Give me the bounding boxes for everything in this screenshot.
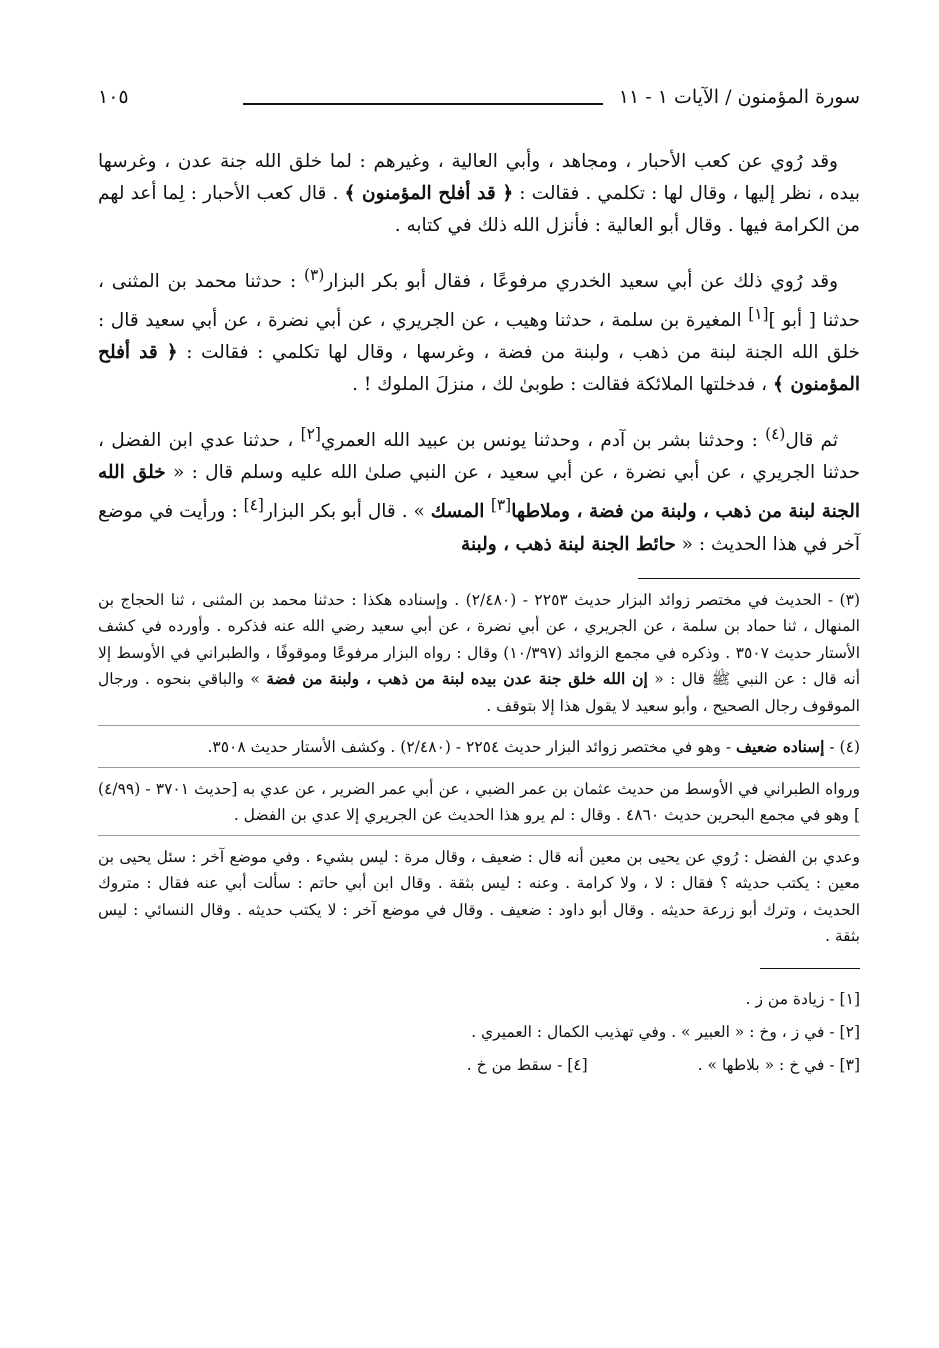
variant-1: [١] - زيادة من ز . [745, 989, 860, 1008]
footnote-marker: (٣) [304, 266, 325, 284]
hadith-quote: المسك [430, 501, 491, 523]
paragraph-1 [98, 146, 860, 242]
text-run: ، حدثنا عدي ابن الفضل ، حدثنا الجريري ، عن أبي نضرة ، عن أبي سعيد ، عن النبي صلىٰ الله عليه وسلم قال : « [98, 430, 861, 484]
text-run: » والباقي بنحوه . ورجال الموقوف رجال الصحيح ، وأبو سعيد لا يقول هذا إلا بتوقف . [98, 670, 860, 715]
grading: إسناده ضعيف [735, 737, 825, 757]
footnote-4-cont-2 [98, 844, 860, 956]
footnote-separator [638, 578, 860, 579]
footnote-4 [98, 734, 860, 768]
footnote-4-cont-1 [98, 776, 860, 836]
text-run: . قال كعب الأحبار : لِما أعد لهم من الكرامة فيها . وقال أبو العالية : فأنزل الله ذلك في كتابه . [98, 183, 860, 236]
variant-marker: [٤] [243, 496, 264, 515]
text-run: (٣) - الحديث في مختصر زوائد البزار حديث ٢٢٥٣ - (٢/٤٨٠) . وإسناده هكذا : حدثنا محمد بن المثنى ، ثنا الحجاج بن المنهال ، ثنا حماد بن سلمة ، عن الجريري ، عن أبي نضرة ، عن أبي سعيد رضي الله عنه فذكره . وأورده في كشف الأستار حديث ٣٥٠٧ . وذكره في مجمع الزوائد (١٠/٣٩٧) وقال : رواه البزار مرفوعًا وموقوفًا ، والطبراني في الأوسط إلا أنه قال : عن النبي ﷺ قال : « [98, 590, 861, 689]
quran-quote: ﴿ قد أفلح المؤمنون ﴾ [98, 342, 860, 396]
text-run: : ورأيت في موضع آخر في هذا الحديث : « [98, 501, 860, 555]
text-run: - وهو في مختصر زوائد البزار حديث ٢٢٥٤ - (٢/٤٨٠) . وكشف الأستار حديث ٣٥٠٨. [207, 738, 736, 757]
footnotes [98, 587, 860, 956]
text-run: وعدي بن الفضل : رُوي عن يحيى بن معين أنه قال : ضعيف ، وقال مرة : ليس بشيء . وفي موضع آخر : سئل يحيى بن معين : يكتب حديثه ؟ فقال : لا ، ولا كرامة . وعنه : ليس بثقة . وقال ابن أبي حاتم : سألت أبي عنه فقال : متروك الحديث ، وترك أبو زرعة حديثه . وقال أبو داود : ضعيف . وقال في موضع آخر : لا يكتب حديثه . وقال النسائي : ليس بثقة . [98, 847, 860, 946]
text-run: وقد رُوي ذلك عن أبي سعيد الخدري مرفوعًا ، فقال أبو بكر البزار [324, 271, 838, 293]
quran-quote: ﴿ قد أفلح المؤمنون ﴾ [344, 183, 514, 204]
hadith-quote: حائط الجنة لبنة ذهب ، ولبنة [461, 533, 676, 555]
text-run: : وحدثنا بشر بن آدم ، وحدثنا يونس بن عبيد الله العمري [320, 430, 766, 452]
page-number: ١٠٥ [98, 86, 129, 108]
text-run: وقد رُوي عن كعب الأحبار ، ومجاهد ، وأبي العالية ، وغيرهم : لما خلق الله جنة عدن ، وغرسها بيده ، نظر إليها ، وقال لها : تكلمي . فقالت : [98, 151, 861, 204]
hadith-quote: خلق الله الجنة لبنة من ذهب ، ولبنة من فضة ، وملاطها [98, 462, 860, 523]
variant-line [98, 1049, 860, 1082]
variant-marker: [٣] [490, 496, 512, 515]
hadith-quote: إن الله خلق جنة عدن بيده لبنة من ذهب ، ولبنة من فضة [266, 669, 648, 689]
variant-marker: [٢] [300, 425, 321, 444]
header-rule [243, 103, 603, 105]
text-run: (٤) - [824, 738, 860, 757]
paragraph-2 [98, 259, 860, 401]
header-title: سورة المؤمنون / الآيات ١ - ١١ [618, 86, 860, 108]
text-run: » . قال أبو بكر البزار [263, 501, 431, 523]
text-run: ورواه الطبراني في الأوسط من حديث عثمان بن عمر الضبي ، عن أبي عمر الضرير ، عن عدي به [حديث ٣٧٠١ - (٤/٩٩) ] وهو في مجمع البحرين حديث ٤٨٦٠ . وقال : لم يرو هذا الحديث عن الجريري إلا عدي بن الفضل . [98, 779, 860, 825]
text-run: ، فدخلتها الملائكة فقالت : طوبىٰ لك ، منزلَ الملوك ! . [352, 374, 774, 396]
text-run: المغيرة بن سلمة ، حدثنا وهيب ، عن الجريري ، عن أبي نضرة ، عن أبي سعيد قال : خلق الله الجنة لبنة من ذهب ، ولبنة من فضة ، وغرسها ، وقال لها تكلمي : فقالت : [98, 310, 860, 364]
footnote-3 [98, 587, 860, 727]
book-page [98, 86, 860, 1082]
variant-line [98, 1016, 860, 1049]
paragraph-3 [98, 418, 860, 560]
variant-4: [٤] - سقط من خ . [466, 1055, 588, 1074]
variant-line [98, 983, 860, 1016]
running-header [98, 86, 860, 118]
variant-3: [٣] - في خ : « بلاطها » . [697, 1055, 860, 1074]
manuscript-variants [98, 983, 860, 1082]
variants-separator [760, 968, 860, 969]
main-text [98, 146, 860, 561]
text-run: ثم قال [785, 430, 838, 452]
text-run: : حدثنا محمد بن المثنى ، حدثنا [ أبو ] [98, 271, 860, 332]
variant-marker: [١] [748, 305, 769, 324]
variant-2: [٢] - في ز ، وخ : « العبير » . وفي تهذيب الكمال : العميري . [471, 1022, 860, 1041]
footnote-marker: (٤) [765, 425, 786, 444]
